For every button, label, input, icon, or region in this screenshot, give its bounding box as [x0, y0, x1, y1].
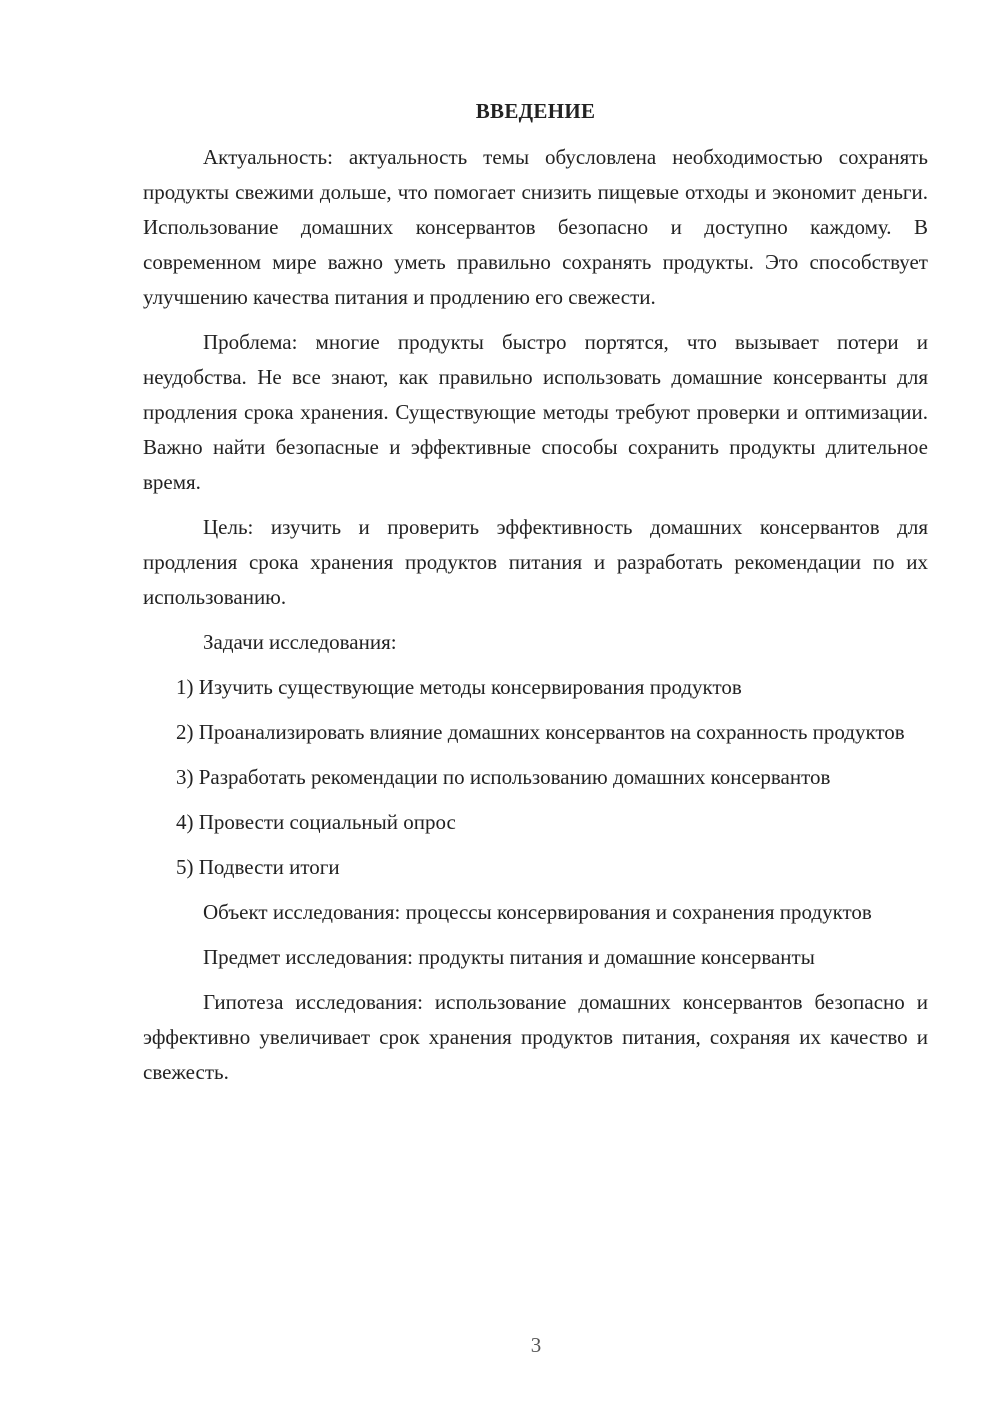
problem-paragraph: Проблема: многие продукты быстро портятся, что вызывает потери и неудобства. Не все знают, как правильно использовать домашние консерванты для продления срока хранения. Существующие методы требуют проверки и оптимизации. Важно найти безопасные и эффективные способы сохранить продукты длительное время. — [143, 330, 928, 494]
goal-paragraph: Цель: изучить и проверить эффективность домашних консервантов для продления срока хранения продуктов питания и разработать рекомендации по их использованию. — [143, 515, 928, 609]
relevance-paragraph: Актуальность: актуальность темы обусловлена необходимостью сохранять продукты свежими дольше, что помогает снизить пищевые отходы и экономит деньги. Использование домашних консервантов безопасно и доступно каждому. В современном мире важно уметь правильно сохранять продукты. Это способствует улучшению качества питания и продлению его свежести. — [143, 145, 928, 309]
tasks-list — [143, 670, 928, 885]
section-heading: ВВЕДЕНИЕ — [475, 99, 596, 123]
tasks-heading: Задачи исследования: — [203, 630, 397, 654]
subject-paragraph: Предмет исследования: продукты питания и домашние консерванты — [203, 945, 815, 969]
task-item: 5) Подвести итоги — [176, 855, 340, 879]
page-number: 3 — [530, 1333, 542, 1357]
page-content — [143, 96, 928, 1100]
task-item: 1) Изучить существующие методы консервирования продуктов — [176, 675, 742, 699]
task-item: 2) Проанализировать влияние домашних консервантов на сохранность продуктов — [176, 720, 905, 744]
task-item: 4) Провести социальный опрос — [176, 810, 456, 834]
task-item: 3) Разработать рекомендации по использованию домашних консервантов — [176, 765, 831, 789]
object-paragraph: Объект исследования: процессы консервирования и сохранения продуктов — [203, 900, 872, 924]
hypothesis-paragraph: Гипотеза исследования: использование домашних консервантов безопасно и эффективно увеличивает срок хранения продуктов питания, сохраняя их качество и свежесть. — [143, 990, 928, 1084]
